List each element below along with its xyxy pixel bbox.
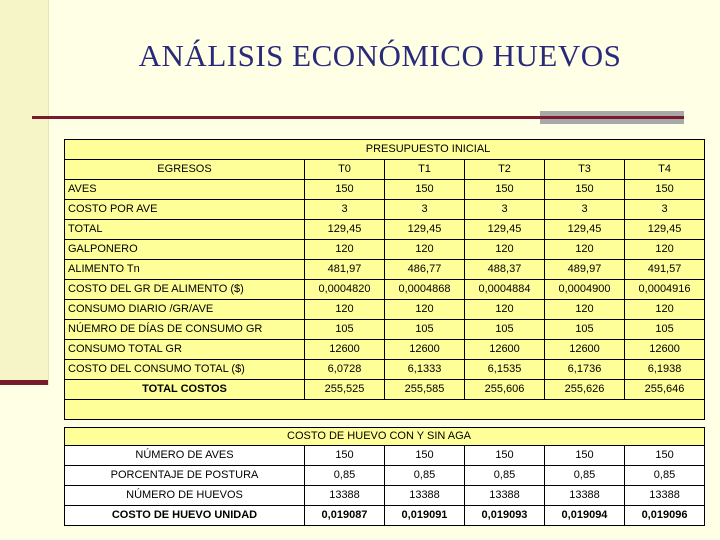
spacer-cell bbox=[65, 400, 705, 420]
table-row bbox=[65, 340, 705, 360]
row-value: 150 bbox=[305, 446, 385, 466]
title-rule bbox=[32, 116, 684, 119]
row-value: 105 bbox=[385, 320, 465, 340]
row-value: 12600 bbox=[625, 340, 705, 360]
costo-huevo-unidad-value: 0,019094 bbox=[545, 506, 625, 526]
column-header-t2: T2 bbox=[465, 160, 545, 180]
row-value: 0,85 bbox=[625, 466, 705, 486]
row-value: 486,77 bbox=[385, 260, 465, 280]
costo-huevo-unidad-value: 0,019091 bbox=[385, 506, 465, 526]
row-label: COSTO POR AVE bbox=[65, 200, 305, 220]
row-value: 6,1535 bbox=[465, 360, 545, 380]
total-costos-label: TOTAL COSTOS bbox=[65, 380, 305, 400]
row-label: NÚMERO DE HUEVOS bbox=[65, 486, 305, 506]
row-value: 150 bbox=[305, 180, 385, 200]
row-value: 13388 bbox=[305, 486, 385, 506]
column-header-t1: T1 bbox=[385, 160, 465, 180]
page-title: ANÁLISIS ECONÓMICO HUEVOS bbox=[138, 38, 622, 73]
row-value: 0,0004868 bbox=[385, 280, 465, 300]
total-costos-value: 255,646 bbox=[625, 380, 705, 400]
row-value: 3 bbox=[305, 200, 385, 220]
table-row bbox=[65, 360, 705, 380]
row-value: 6,1736 bbox=[545, 360, 625, 380]
costo-huevo-unidad-value: 0,019093 bbox=[465, 506, 545, 526]
row-value: 0,0004884 bbox=[465, 280, 545, 300]
costo-huevo-unidad-value: 0,019096 bbox=[625, 506, 705, 526]
row-value: 150 bbox=[625, 180, 705, 200]
table-row bbox=[65, 240, 705, 260]
row-value: 120 bbox=[385, 300, 465, 320]
row-value: 105 bbox=[625, 320, 705, 340]
row-value: 120 bbox=[625, 240, 705, 260]
row-value: 0,85 bbox=[305, 466, 385, 486]
row-value: 129,45 bbox=[465, 220, 545, 240]
row-value: 120 bbox=[385, 240, 465, 260]
row-value: 0,0004916 bbox=[625, 280, 705, 300]
row-label: COSTO DEL CONSUMO TOTAL ($) bbox=[65, 360, 305, 380]
egresos-header: EGRESOS bbox=[65, 160, 305, 180]
row-value: 12600 bbox=[385, 340, 465, 360]
row-value: 120 bbox=[545, 300, 625, 320]
row-value: 120 bbox=[305, 300, 385, 320]
row-value: 488,37 bbox=[465, 260, 545, 280]
row-value: 489,97 bbox=[545, 260, 625, 280]
row-value: 120 bbox=[625, 300, 705, 320]
table-row bbox=[65, 260, 705, 280]
row-value: 150 bbox=[545, 180, 625, 200]
row-value: 150 bbox=[465, 446, 545, 466]
row-value: 12600 bbox=[545, 340, 625, 360]
costo-huevo-unidad-value: 0,019087 bbox=[305, 506, 385, 526]
row-value: 12600 bbox=[305, 340, 385, 360]
row-label: NÚEMRO DE DÍAS DE CONSUMO GR bbox=[65, 320, 305, 340]
table-row bbox=[65, 200, 705, 220]
table-row bbox=[65, 280, 705, 300]
row-label: AVES bbox=[65, 180, 305, 200]
row-value: 105 bbox=[545, 320, 625, 340]
row-value: 481,97 bbox=[305, 260, 385, 280]
table-row bbox=[65, 320, 705, 340]
row-value: 105 bbox=[465, 320, 545, 340]
row-value: 3 bbox=[625, 200, 705, 220]
row-label: TOTAL bbox=[65, 220, 305, 240]
spacer-row bbox=[65, 400, 705, 420]
row-value: 150 bbox=[385, 446, 465, 466]
row-value: 3 bbox=[385, 200, 465, 220]
row-value: 120 bbox=[305, 240, 385, 260]
presupuesto-title-row bbox=[65, 140, 705, 160]
costo-huevo-unidad-row bbox=[65, 506, 705, 526]
table-row bbox=[65, 180, 705, 200]
row-value: 129,45 bbox=[625, 220, 705, 240]
row-value: 3 bbox=[465, 200, 545, 220]
presupuesto-title: PRESUPUESTO INICIAL bbox=[65, 140, 705, 160]
costo-huevo-title-row bbox=[65, 428, 705, 446]
column-header-t4: T4 bbox=[625, 160, 705, 180]
total-costos-value: 255,525 bbox=[305, 380, 385, 400]
row-label: PORCENTAJE DE POSTURA bbox=[65, 466, 305, 486]
row-value: 0,85 bbox=[545, 466, 625, 486]
total-costos-row bbox=[65, 380, 705, 400]
table-row bbox=[65, 466, 705, 486]
table-row bbox=[65, 486, 705, 506]
row-value: 491,57 bbox=[625, 260, 705, 280]
costo-huevo-title: COSTO DE HUEVO CON Y SIN AGA bbox=[65, 428, 705, 446]
row-label: CONSUMO DIARIO /GR/AVE bbox=[65, 300, 305, 320]
row-value: 13388 bbox=[465, 486, 545, 506]
total-costos-value: 255,626 bbox=[545, 380, 625, 400]
row-value: 6,1333 bbox=[385, 360, 465, 380]
row-value: 3 bbox=[545, 200, 625, 220]
row-value: 120 bbox=[465, 300, 545, 320]
row-label: CONSUMO TOTAL GR bbox=[65, 340, 305, 360]
column-header-t0: T0 bbox=[305, 160, 385, 180]
row-value: 150 bbox=[385, 180, 465, 200]
presupuesto-header-row bbox=[65, 160, 705, 180]
row-value: 150 bbox=[545, 446, 625, 466]
total-costos-value: 255,585 bbox=[385, 380, 465, 400]
row-value: 0,0004820 bbox=[305, 280, 385, 300]
row-value: 13388 bbox=[385, 486, 465, 506]
table-row bbox=[65, 300, 705, 320]
row-value: 0,85 bbox=[465, 466, 545, 486]
row-value: 6,0728 bbox=[305, 360, 385, 380]
side-accent-line bbox=[0, 380, 48, 385]
row-value: 129,45 bbox=[305, 220, 385, 240]
column-header-t3: T3 bbox=[545, 160, 625, 180]
table-row bbox=[65, 446, 705, 466]
row-value: 12600 bbox=[465, 340, 545, 360]
costo-huevo-unidad-label: COSTO DE HUEVO UNIDAD bbox=[65, 506, 305, 526]
row-label: GALPONERO bbox=[65, 240, 305, 260]
row-value: 13388 bbox=[545, 486, 625, 506]
row-value: 150 bbox=[625, 446, 705, 466]
row-value: 129,45 bbox=[545, 220, 625, 240]
row-value: 120 bbox=[465, 240, 545, 260]
row-value: 0,85 bbox=[385, 466, 465, 486]
row-value: 0,0004900 bbox=[545, 280, 625, 300]
row-value: 129,45 bbox=[385, 220, 465, 240]
row-value: 150 bbox=[465, 180, 545, 200]
row-value: 6,1938 bbox=[625, 360, 705, 380]
row-label: NÚMERO DE AVES bbox=[65, 446, 305, 466]
row-value: 120 bbox=[545, 240, 625, 260]
costo-huevo-table bbox=[64, 427, 705, 526]
row-label: ALIMENTO Tn bbox=[65, 260, 305, 280]
row-label: COSTO DEL GR DE ALIMENTO ($) bbox=[65, 280, 305, 300]
presupuesto-table bbox=[64, 139, 705, 420]
row-value: 105 bbox=[305, 320, 385, 340]
table-row bbox=[65, 220, 705, 240]
row-value: 13388 bbox=[625, 486, 705, 506]
total-costos-value: 255,606 bbox=[465, 380, 545, 400]
